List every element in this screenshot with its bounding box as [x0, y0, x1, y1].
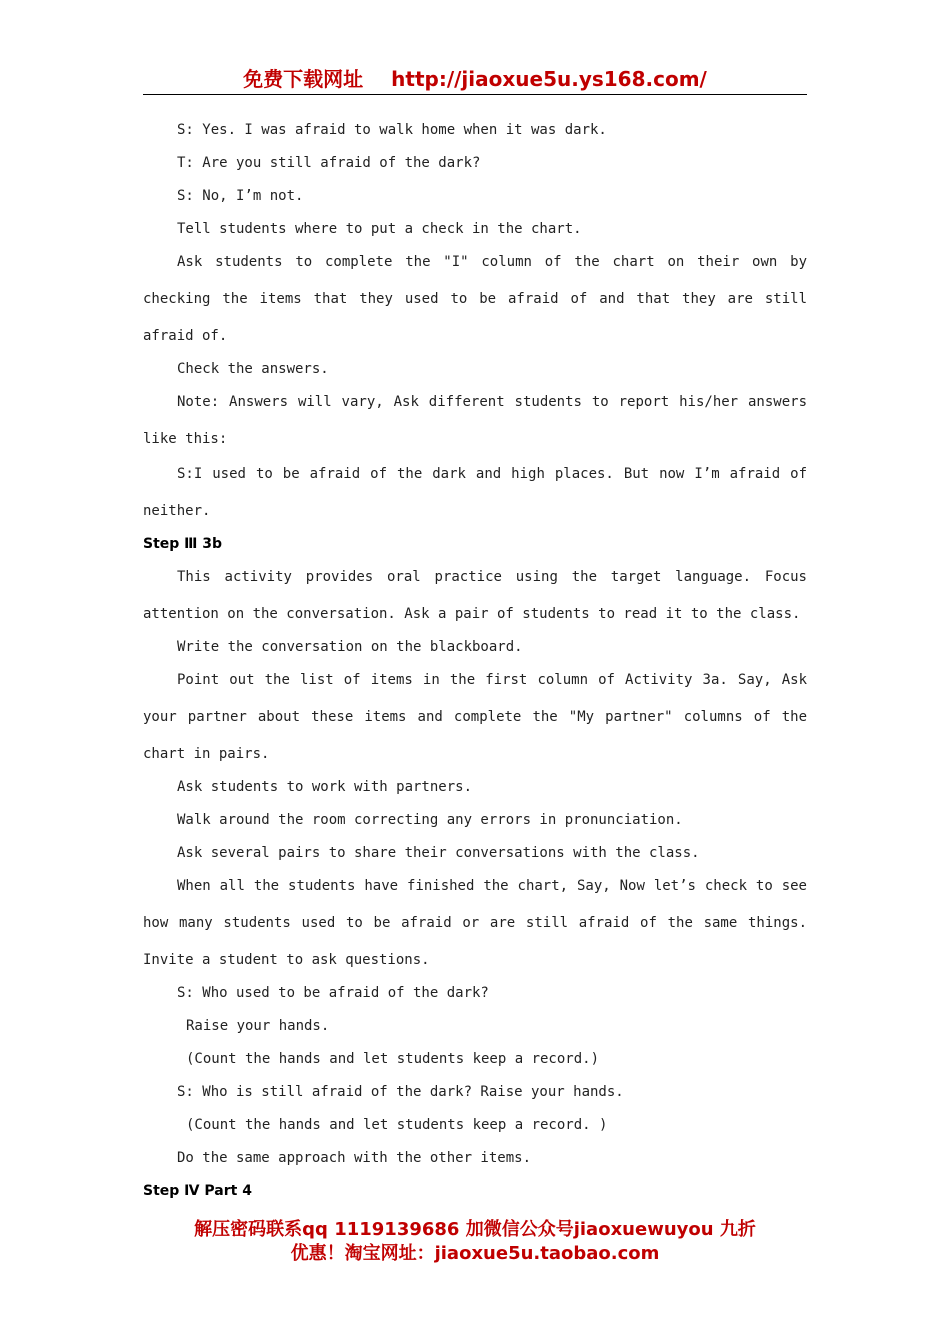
- paragraph: Walk around the room correcting any errors in pronunciation.: [177, 812, 683, 828]
- paragraph: S: No, I’m not.: [177, 188, 304, 204]
- page-header: [143, 64, 807, 95]
- paragraph: S: Who used to be afraid of the dark?: [177, 985, 489, 1001]
- footer-line: 解压密码联系qq 1119139686 加微信公众号jiaoxuewuyou 九折: [194, 1219, 756, 1240]
- paragraph: (Count the hands and let students keep a record. ): [186, 1117, 608, 1133]
- header-url[interactable]: http://jiaoxue5u.ys168.com/: [391, 67, 707, 91]
- footer-line[interactable]: 优惠！淘宝网址：jiaoxue5u.taobao.com: [290, 1243, 660, 1264]
- paragraph: Ask students to work with partners.: [177, 779, 473, 795]
- paragraph: Tell students where to put a check in the chart.: [177, 221, 582, 237]
- paragraph: S: Who is still afraid of the dark? Raise your hands.: [177, 1084, 624, 1100]
- paragraph: Ask students to complete the "I" column of the chart on their own by checking the items that they used to be afraid of and that they are still afraid of.: [143, 254, 807, 344]
- document-body: [143, 114, 807, 1208]
- section-heading: Step Ⅳ Part 4: [143, 1183, 252, 1199]
- paragraph: Check the answers.: [177, 361, 329, 377]
- paragraph: Ask several pairs to share their conversations with the class.: [177, 845, 700, 861]
- paragraph: Note: Answers will vary, Ask different students to report his/her answers like this:: [143, 394, 807, 447]
- paragraph: Point out the list of items in the first column of Activity 3a. Say, Ask your partner about these items and complete the "My partner" columns of the chart in pairs.: [143, 672, 807, 762]
- paragraph: When all the students have finished the chart, Say, Now let’s check to see how many students used to be afraid or are still afraid of the same things. Invite a student to ask questions.: [143, 878, 807, 968]
- paragraph: Write the conversation on the blackboard.: [177, 639, 523, 655]
- paragraph: Raise your hands.: [186, 1018, 330, 1034]
- paragraph: (Count the hands and let students keep a record.): [186, 1051, 600, 1067]
- section-heading: Step Ⅲ 3b: [143, 536, 223, 552]
- paragraph: S:I used to be afraid of the dark and high places. But now I’m afraid of neither.: [143, 466, 807, 519]
- page-footer: [0, 1218, 950, 1266]
- paragraph: T: Are you still afraid of the dark?: [177, 155, 481, 171]
- header-label: 免费下载网址: [243, 67, 364, 91]
- paragraph: Do the same approach with the other items.: [177, 1150, 532, 1166]
- paragraph: S: Yes. I was afraid to walk home when it was dark.: [177, 122, 607, 138]
- paragraph: This activity provides oral practice using the target language. Focus attention on the conversation. Ask a pair of students to read it to the class.: [143, 569, 807, 622]
